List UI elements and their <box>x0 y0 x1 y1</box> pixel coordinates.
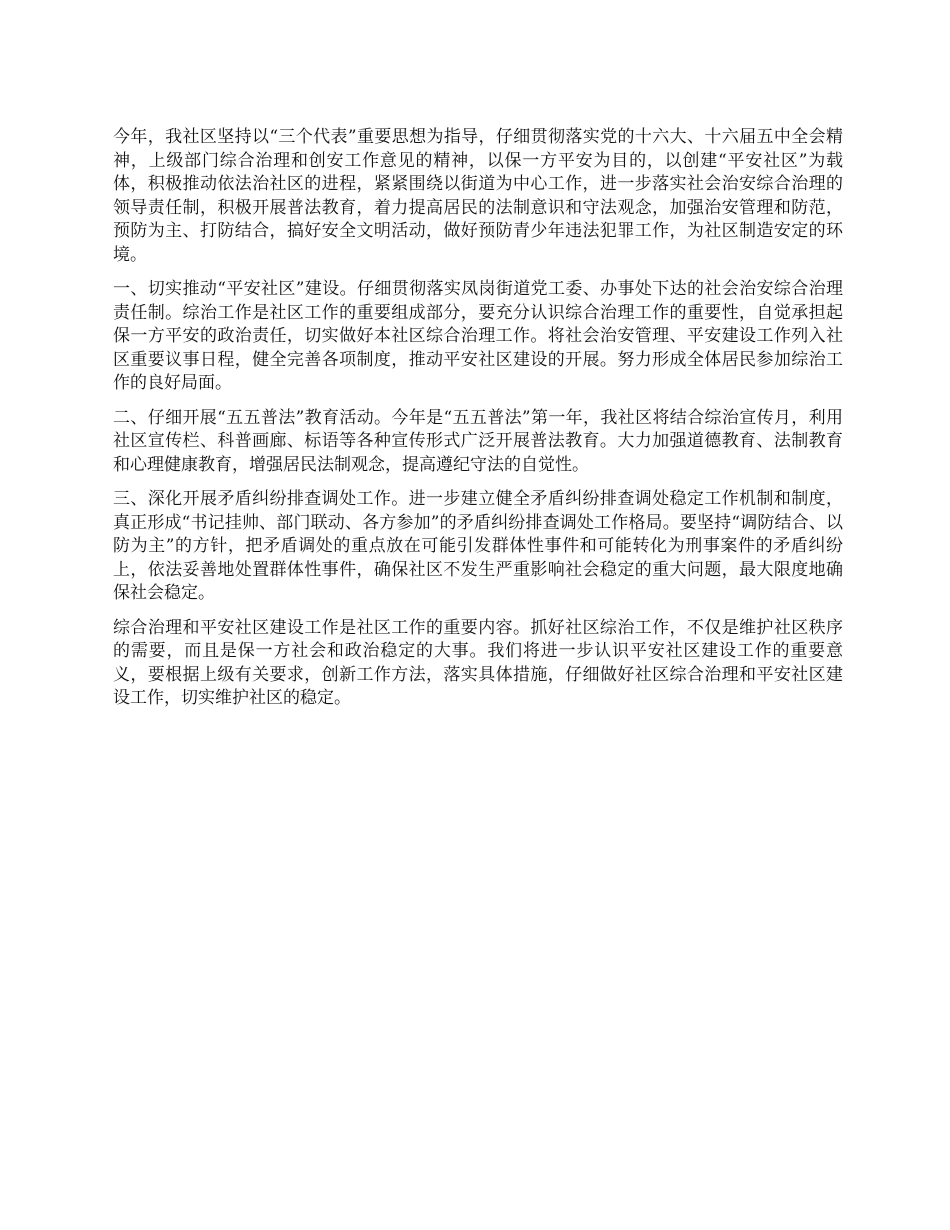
document-body <box>113 126 843 722</box>
paragraph-section-1: 一、切实推动“平安社区”建设。仔细贯彻落实凤岗街道党工委、办事处下达的社会治安综合治理责任制。综治工作是社区工作的重要组成部分，要充分认识综合治理工作的重要性，自觉承担起保一方平安的政治责任，切实做好本社区综合治理工作。将社会治安管理、平安建设工作列入社区重要议事日程，健全完善各项制度，推动平安社区建设的开展。努力形成全体居民参加综治工作的良好局面。 <box>113 279 843 393</box>
paragraph-intro: 今年，我社区坚持以“三个代表”重要思想为指导，仔细贯彻落实党的十六大、十六届五中全会精神，上级部门综合治理和创安工作意见的精神，以保一方平安为目的，以创建“平安社区”为载体，积极推动依法治社区的进程，紧紧围绕以街道为中心工作，进一步落实社会治安综合治理的领导责任制，积极开展普法教育，着力提高居民的法制意识和守法观念，加强治安管理和防范，预防为主、打防结合，搞好安全文明活动，做好预防青少年违法犯罪工作，为社区制造安定的环境。 <box>113 127 843 265</box>
paragraph-section-2: 二、仔细开展“五五普法”教育活动。今年是“五五普法”第一年，我社区将结合综治宣传月，利用社区宣传栏、科普画廊、标语等各种宣传形式广泛开展普法教育。大力加强道德教育、法制教育和心理健康教育，增强居民法制观念，提高遵纪守法的自觉性。 <box>113 407 843 475</box>
paragraph-section-3: 三、深化开展矛盾纠纷排查调处工作。进一步建立健全矛盾纠纷排查调处稳定工作机制和制度，真正形成“书记挂帅、部门联动、各方参加”的矛盾纠纷排查调处工作格局。要坚持“调防结合、以防为主”的方针，把矛盾调处的重点放在可能引发群体性事件和可能转化为刑事案件的矛盾纠纷上，依法妥善地处置群体性事件，确保社区不发生严重影响社会稳定的重大问题，最大限度地确保社会稳定。 <box>113 489 843 603</box>
paragraph-conclusion: 综合治理和平安社区建设工作是社区工作的重要内容。抓好社区综治工作，不仅是维护社区秩序的需要，而且是保一方社会和政治稳定的大事。我们将进一步认识平安社区建设工作的重要意义，要根据上级有关要求，创新工作方法，落实具体措施，仔细做好社区综合治理和平安社区建设工作，切实维护社区的稳定。 <box>113 617 843 708</box>
